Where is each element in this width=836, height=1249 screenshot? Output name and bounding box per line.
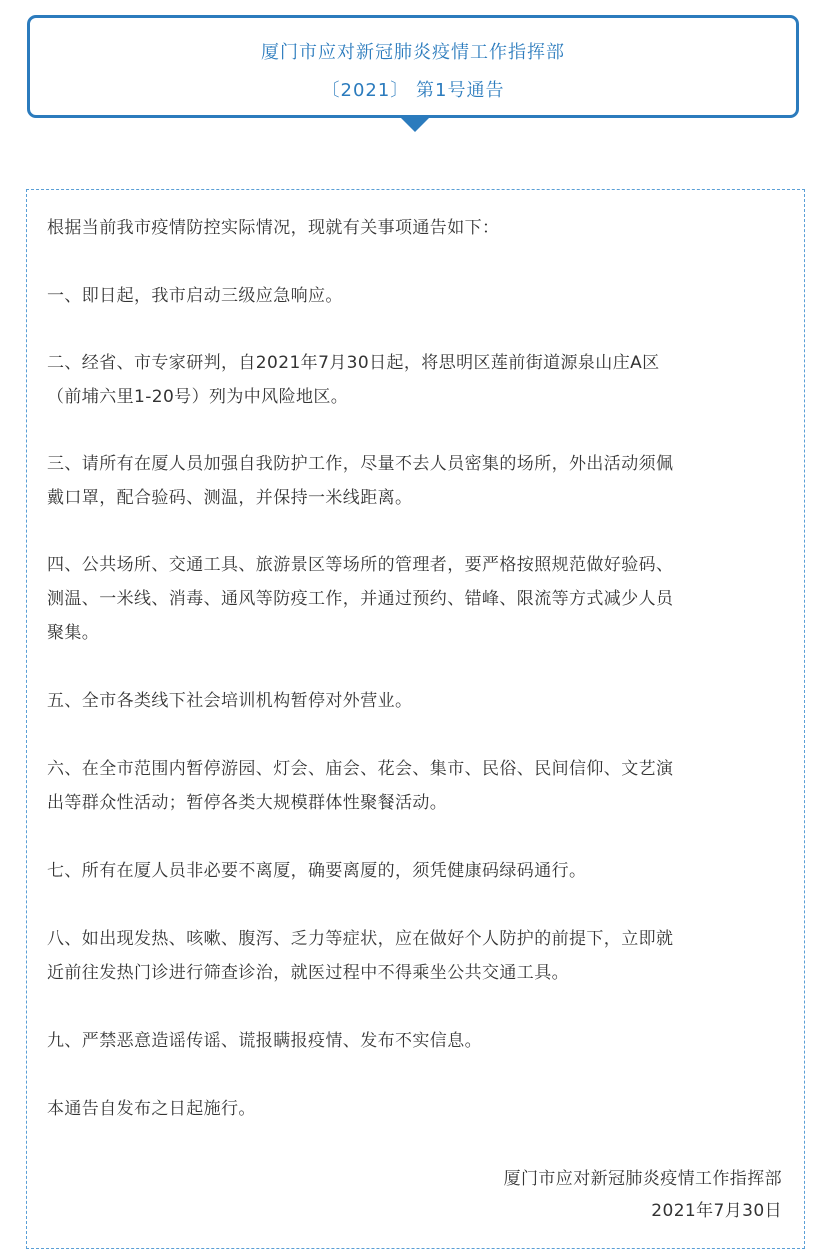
item-9: 九、严禁恶意造谣传谣、谎报瞒报疫情、发布不实信息。 (47, 1031, 482, 1051)
item-2: 二、经省、市专家研判，自2021年7月30日起，将思明区莲前街道源泉山庄A区 （前埔六里1-20号）列为中风险地区。 (47, 353, 660, 407)
item-1: 一、即日起，我市启动三级应急响应。 (47, 286, 343, 306)
signature-date: 2021年7月30日 (651, 1201, 782, 1221)
closing-paragraph: 本通告自发布之日起施行。 (47, 1099, 256, 1119)
notice-header (27, 15, 799, 118)
item-4: 四、公共场所、交通工具、旅游景区等场所的管理者，要严格按照规范做好验码、 测温、一米线、消毒、通风等防疫工作，并通过预约、错峰、限流等方式减少人员 聚集。 (47, 555, 674, 643)
item-6: 六、在全市范围内暂停游园、灯会、庙会、花会、集市、民俗、民间信仰、文艺演 出等群众性活动；暂停各类大规模群体性聚餐活动。 (47, 759, 674, 813)
notice-number: 〔2021〕 第1号通告 (321, 80, 505, 101)
issuer-title: 厦门市应对新冠肺炎疫情工作指挥部 (261, 42, 565, 63)
item-7: 七、所有在厦人员非必要不离厦，确要离厦的，须凭健康码绿码通行。 (47, 861, 587, 881)
intro-paragraph: 根据当前我市疫情防控实际情况，现就有关事项通告如下： (47, 218, 500, 238)
item-5: 五、全市各类线下社会培训机构暂停对外营业。 (47, 691, 413, 711)
item-8: 八、如出现发热、咳嗽、腹泻、乏力等症状，应在做好个人防护的前提下，立即就 近前往发热门诊进行筛查诊治，就医过程中不得乘坐公共交通工具。 (47, 929, 674, 983)
header-pointer-icon (401, 118, 429, 132)
item-3: 三、请所有在厦人员加强自我防护工作，尽量不去人员密集的场所，外出活动须佩 戴口罩，配合验码、测温，并保持一米线距离。 (47, 454, 674, 508)
signature-issuer: 厦门市应对新冠肺炎疫情工作指挥部 (503, 1169, 782, 1189)
